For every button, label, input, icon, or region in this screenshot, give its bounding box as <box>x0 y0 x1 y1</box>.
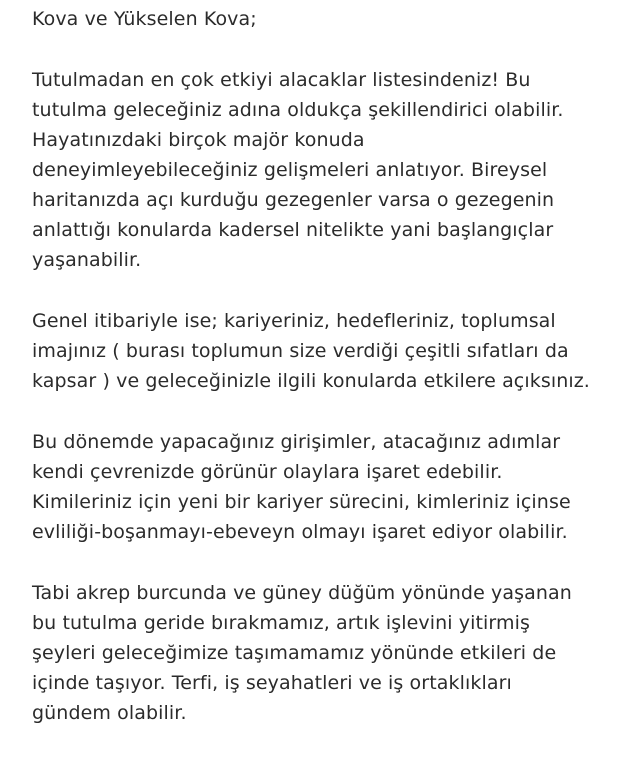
paragraph-1 <box>32 65 622 275</box>
heading-text: Kova ve Yükselen Kova; <box>32 8 257 30</box>
paragraph-line: deneyimleyebileceğiniz gelişmeleri anlatıyor. Bireysel <box>32 159 548 181</box>
paragraph-line: içinde taşıyor. Terfi, iş seyahatleri ve iş ortaklıkları <box>32 672 512 694</box>
paragraph-line: evliliği-boşanmayı-ebeveyn olmayı işaret ediyor olabilir. <box>32 521 568 543</box>
paragraph-line: Bu dönemde yapacağınız girişimler, atacağınız adımlar <box>32 431 561 453</box>
paragraph-line: Kimileriniz için yeni bir kariyer sürecini, kimleriniz içinse <box>32 491 571 513</box>
paragraph-line: şeyleri geleceğimize taşımamamız yönünde etkileri de <box>32 642 557 664</box>
paragraph-line: imajınız ( burası toplumun size verdiği çeşitli sıfatları da <box>32 340 569 362</box>
paragraph-line: Hayatınızdaki birçok majör konuda <box>32 129 365 151</box>
document-heading <box>32 4 622 34</box>
paragraph-4 <box>32 578 622 728</box>
paragraph-line: yaşanabilir. <box>32 249 142 271</box>
paragraph-line: anlattığı konularda kadersel nitelikte yani başlangıçlar <box>32 219 554 241</box>
paragraph-3 <box>32 427 622 547</box>
paragraph-line: gündem olabilir. <box>32 702 187 724</box>
paragraph-line: Genel itibariyle ise; kariyeriniz, hedefleriniz, toplumsal <box>32 310 556 332</box>
paragraph-line: haritanızda açı kurduğu gezegenler varsa o gezegenin <box>32 189 555 211</box>
document-body <box>32 4 622 759</box>
paragraph-line: kapsar ) ve geleceğinizle ilgili konularda etkilere açıksınız. <box>32 370 590 392</box>
paragraph-line: kendi çevrenizde görünür olaylara işaret edebilir. <box>32 461 503 483</box>
paragraph-line: bu tutulma geride bırakmamız, artık işlevini yitirmiş <box>32 612 530 634</box>
paragraph-line: Tabi akrep burcunda ve güney düğüm yönünde yaşanan <box>32 582 572 604</box>
paragraph-line: tutulma geleceğiniz adına oldukça şekillendirici olabilir. <box>32 99 564 121</box>
paragraph-line: Tutulmadan en çok etkiyi alacaklar listesindeniz! Bu <box>32 69 531 91</box>
paragraph-2 <box>32 306 622 396</box>
